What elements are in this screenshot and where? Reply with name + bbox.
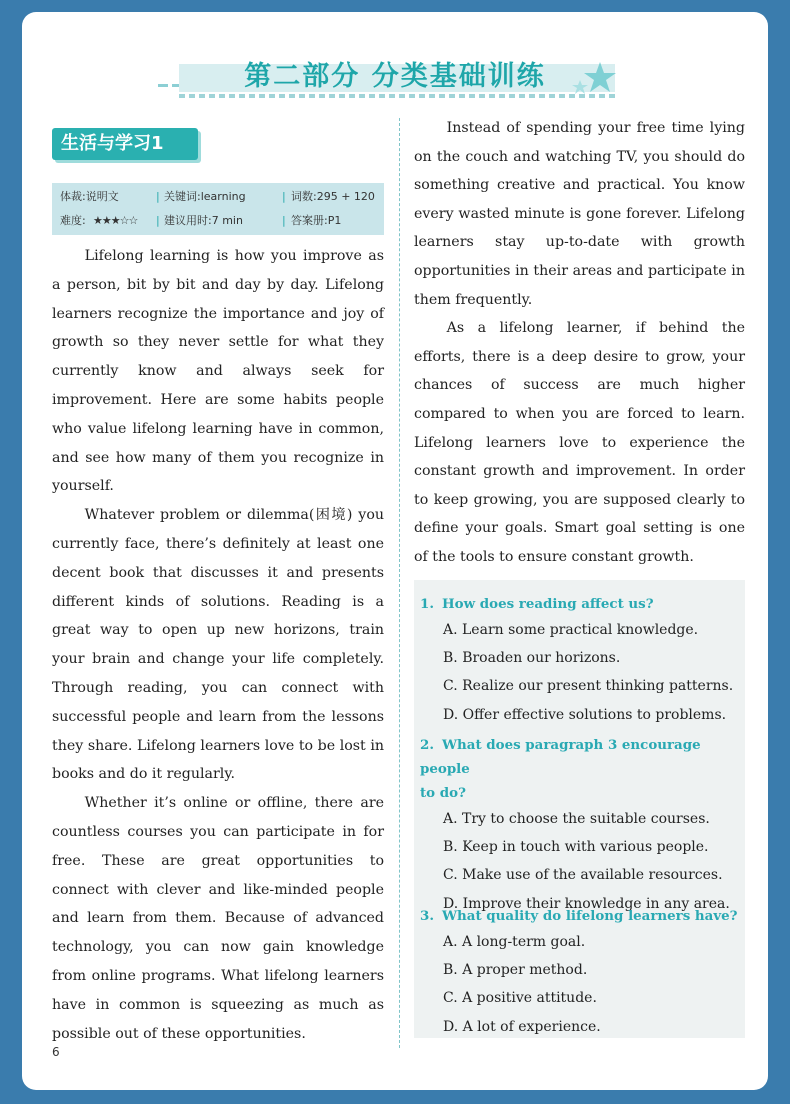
info-row-1: [60, 185, 384, 209]
info-answer: 答案册:P1: [291, 214, 342, 227]
column-divider: [399, 118, 400, 1048]
option: A. Try to choose the suitable courses.: [443, 811, 710, 827]
page-sheet: [22, 12, 768, 1090]
header-underline: [179, 94, 615, 98]
page-header: [22, 50, 768, 110]
question-text-continued: to do?: [420, 785, 466, 801]
info-wordcount: 词数:295 + 120: [291, 190, 375, 203]
option: D. Improve their knowledge in any area.: [443, 895, 730, 912]
section-tag-label: 生活与学习1: [61, 133, 164, 154]
paragraph: Whatever problem or dilemma(困境) you currently face, there’s definitely at least one decent book that discusses it and presents different kinds of solutions. Reading is a great way to open up new horizons, train your brain and change your life completely. Through reading, you can connect with successful people and learn from the lessons they share. Lifelong learners love to be lost in books and do it regularly.: [52, 507, 384, 783]
question-number: 2.: [420, 737, 434, 753]
option: D. Offer effective solutions to problems.: [443, 706, 727, 723]
option: C. A positive attitude.: [443, 990, 597, 1007]
difficulty-stars-icon: ★★★☆☆: [93, 214, 138, 227]
question-stem: [414, 904, 745, 928]
question-number: 1.: [420, 596, 434, 612]
paragraph: Whether it’s online or offline, there are countless courses you can participate in for free. These are great opportunities to connect with clever and like-minded people and learn from them. Because of advanced technology, you can now gain knowledge from online programs. What lifelong learners have in common is squeezing as much as possible out of these opportunities.: [52, 795, 384, 1042]
info-difficulty-label: 难度:: [60, 214, 86, 227]
page-title: 第二部分 分类基础训练: [244, 61, 546, 92]
paragraph: As a lifelong learner, if behind the efforts, there is a deep desire to grow, your chances of success are much higher compared to when you are forced to learn. Lifelong learners love to experience the constant growth and improvement. In order to keep growing, you are supposed clearly to define your goals. Smart goal setting is one of the tools to ensure constant growth.: [414, 320, 745, 565]
passage-left-column: [52, 242, 384, 1048]
info-keywords: 关键词:learning: [164, 190, 246, 203]
question-text: What does paragraph 3 encourage people: [420, 737, 701, 777]
info-box: [52, 183, 384, 235]
option: D. A lot of experience.: [443, 1018, 601, 1035]
info-separator: |: [282, 190, 286, 203]
question-number: 3.: [420, 908, 434, 924]
paragraph: Lifelong learning is how you improve as a person, bit by bit and day by day. Lifelong learners recognize the importance and joy of growth so they never settle for what they currently know and always seek for improvement. Here are some habits people who value lifelong learning have in common, and see how many of them you recognize in yourself.: [52, 248, 384, 495]
option: B. Broaden our horizons.: [443, 650, 621, 667]
info-separator: |: [282, 214, 286, 227]
info-separator: |: [156, 190, 160, 203]
page-number: 6: [52, 1045, 60, 1059]
questions-panel: [414, 580, 745, 1038]
info-time: 建议用时:7 min: [164, 214, 243, 227]
question-2: [414, 733, 745, 918]
option: C. Make use of the available resources.: [443, 867, 723, 884]
question-stem: [414, 733, 745, 781]
option: A. A long-term goal.: [443, 934, 586, 950]
option: B. A proper method.: [443, 962, 588, 979]
section-tag: [52, 128, 198, 160]
passage-right-column: [414, 114, 745, 572]
option: B. Keep in touch with various people.: [443, 839, 709, 856]
option: C. Realize our present thinking patterns.: [443, 678, 734, 695]
paragraph: Instead of spending your free time lying on the couch and watching TV, you should do something creative and practical. You know every wasted minute is gone forever. Lifelong learners stay up-to-date with growth opportunities in their areas and participate in them frequently.: [414, 120, 745, 308]
question-text: How does reading affect us?: [442, 596, 654, 612]
info-row-2: [60, 209, 384, 233]
question-text: What quality do lifelong learners have?: [442, 908, 738, 924]
question-3: [414, 904, 745, 1041]
question-1: [414, 592, 745, 729]
question-stem: [414, 592, 745, 616]
star-decoration-icon: [570, 60, 620, 100]
info-separator: |: [156, 214, 160, 227]
info-genre: 体裁:说明文: [60, 190, 119, 203]
option: A. Learn some practical knowledge.: [443, 622, 699, 638]
